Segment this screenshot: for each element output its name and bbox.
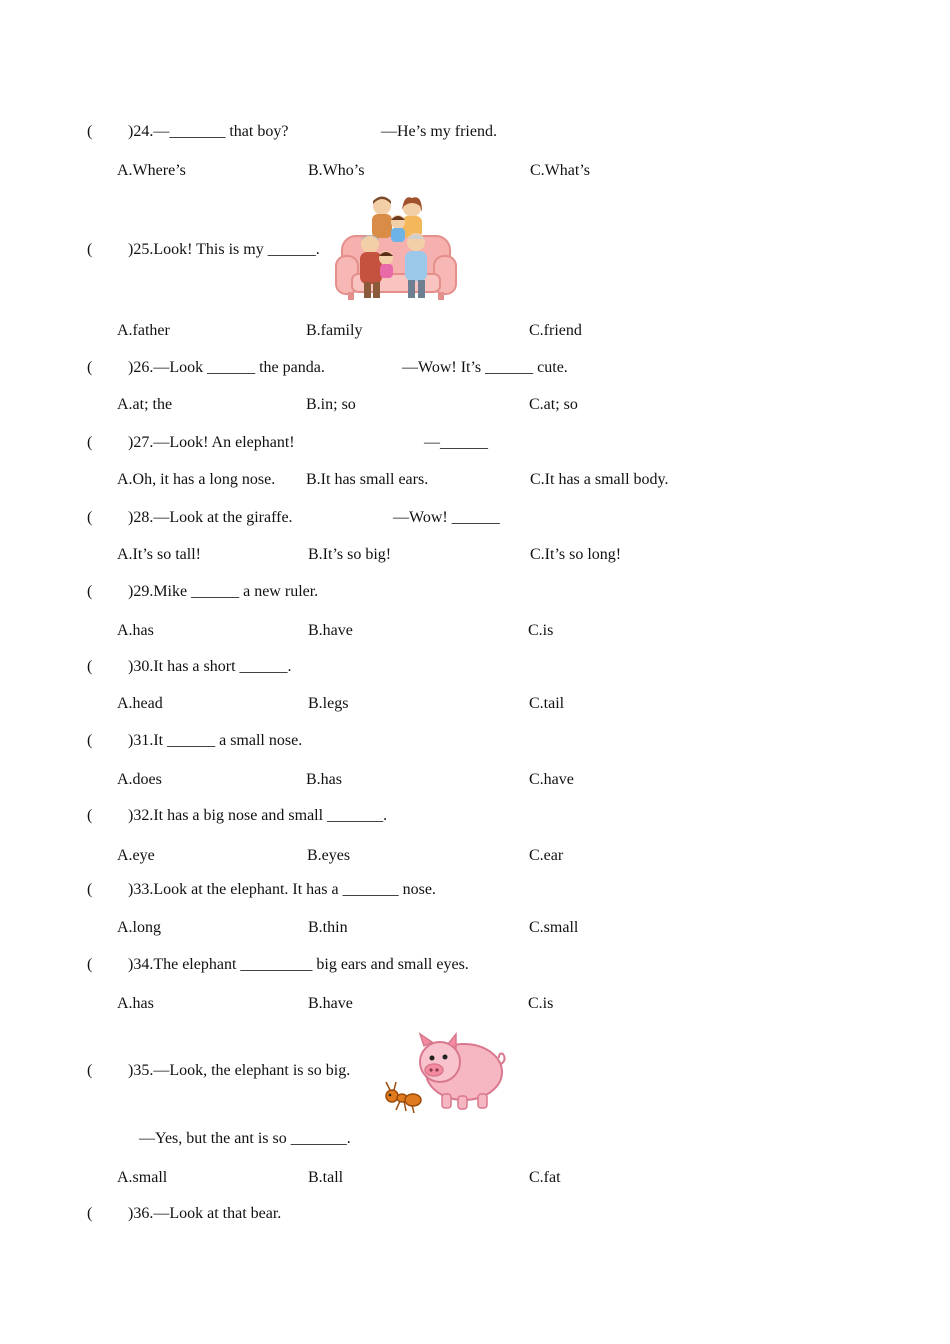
q27-option-b[interactable]: B.It has small ears. [306, 471, 429, 488]
q35-option-c[interactable]: C.fat [529, 1169, 561, 1186]
q25-option-c[interactable]: C.friend [529, 322, 582, 339]
q27-stem: )27.—Look! An elephant! [128, 434, 295, 451]
q34-stem: )34.The elephant _________ big ears and small eyes. [128, 956, 469, 973]
q35-stem: )35.—Look, the elephant is so big. [128, 1062, 351, 1079]
q24-paren[interactable]: ( [87, 123, 93, 140]
q28-option-c[interactable]: C.It’s so long! [530, 546, 622, 563]
q32-stem: )32.It has a big nose and small _______. [128, 807, 388, 824]
q31-option-c[interactable]: C.have [529, 771, 574, 788]
q34-option-b[interactable]: B.have [308, 995, 353, 1012]
q29-stem: )29.Mike ______ a new ruler. [128, 583, 319, 600]
q27-reply: —______ [424, 434, 488, 451]
q32-option-b[interactable]: B.eyes [307, 847, 351, 864]
q25-option-a[interactable]: A.father [117, 322, 170, 339]
q33-paren[interactable]: ( [87, 881, 93, 898]
q36-stem: )36.—Look at that bear. [128, 1205, 282, 1222]
q30-option-b[interactable]: B.legs [308, 695, 349, 712]
q28-reply: —Wow! ______ [393, 509, 500, 526]
q27-option-a[interactable]: A.Oh, it has a long nose. [117, 471, 276, 488]
q31-option-a[interactable]: A.does [117, 771, 162, 788]
q33-option-a[interactable]: A.long [117, 919, 161, 936]
q24-option-b[interactable]: B.Who’s [308, 162, 365, 179]
q26-stem: )26.—Look ______ the panda. [128, 359, 325, 376]
q30-option-a[interactable]: A.head [117, 695, 163, 712]
q28-option-a[interactable]: A.It’s so tall! [117, 546, 201, 563]
q34-option-a[interactable]: A.has [117, 995, 154, 1012]
q25-option-b[interactable]: B.family [306, 322, 363, 339]
q33-stem: )33.Look at the elephant. It has a _______ nose. [128, 881, 436, 898]
q34-option-c[interactable]: C.is [528, 995, 554, 1012]
q32-option-c[interactable]: C.ear [529, 847, 564, 864]
q25-paren[interactable]: ( [87, 241, 93, 258]
q32-option-a[interactable]: A.eye [117, 847, 155, 864]
q26-reply: —Wow! It’s ______ cute. [402, 359, 568, 376]
q25-stem: )25.Look! This is my ______. [128, 241, 320, 258]
q28-paren[interactable]: ( [87, 509, 93, 526]
q30-option-c[interactable]: C.tail [529, 695, 565, 712]
q24-reply: —He’s my friend. [381, 123, 497, 140]
q31-paren[interactable]: ( [87, 732, 93, 749]
q26-option-a[interactable]: A.at; the [117, 396, 173, 413]
q27-paren[interactable]: ( [87, 434, 93, 451]
q28-option-b[interactable]: B.It’s so big! [308, 546, 392, 563]
q24-option-c[interactable]: C.What’s [530, 162, 590, 179]
q29-option-c[interactable]: C.is [528, 622, 554, 639]
q35-option-a[interactable]: A.small [117, 1169, 168, 1186]
pig-and-ant-image [382, 1030, 508, 1116]
q24-option-a[interactable]: A.Where’s [117, 162, 186, 179]
q33-option-b[interactable]: B.thin [308, 919, 348, 936]
q30-paren[interactable]: ( [87, 658, 93, 675]
q29-paren[interactable]: ( [87, 583, 93, 600]
q35-option-b[interactable]: B.tall [308, 1169, 344, 1186]
q29-option-b[interactable]: B.have [308, 622, 353, 639]
q35-reply: —Yes, but the ant is so _______. [139, 1130, 351, 1147]
q29-option-a[interactable]: A.has [117, 622, 154, 639]
q32-paren[interactable]: ( [87, 807, 93, 824]
q30-stem: )30.It has a short ______. [128, 658, 292, 675]
family-sofa-image [334, 196, 458, 308]
q26-paren[interactable]: ( [87, 359, 93, 376]
q31-option-b[interactable]: B.has [306, 771, 342, 788]
q27-option-c[interactable]: C.It has a small body. [530, 471, 669, 488]
q33-option-c[interactable]: C.small [529, 919, 579, 936]
q35-paren[interactable]: ( [87, 1062, 93, 1079]
q26-option-c[interactable]: C.at; so [529, 396, 578, 413]
q26-option-b[interactable]: B.in; so [306, 396, 356, 413]
q24-stem: )24.—_______ that boy? [128, 123, 289, 140]
q28-stem: )28.—Look at the giraffe. [128, 509, 293, 526]
q34-paren[interactable]: ( [87, 956, 93, 973]
q36-paren[interactable]: ( [87, 1205, 93, 1222]
q31-stem: )31.It ______ a small nose. [128, 732, 303, 749]
